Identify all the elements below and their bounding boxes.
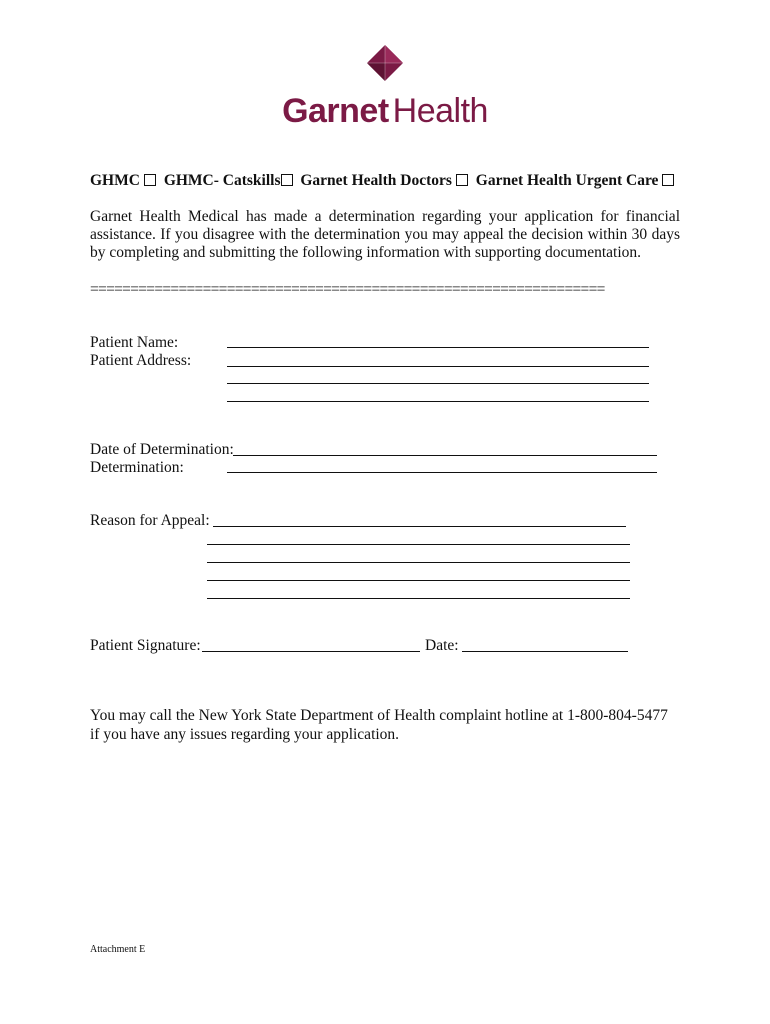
patient-address-line-1[interactable] — [227, 365, 649, 367]
hotline-paragraph: You may call the New York State Department of Health complaint hotline at 1-800-804-5477 if you have any issues regarding your application. — [90, 707, 668, 743]
brand-wordmark-bold: Garnet — [282, 92, 389, 130]
intro-paragraph: Garnet Health Medical has made a determination regarding your application for financial assistance. If you disagree with the determination you may appeal the decision within 30 days by completing and submitting the following information with supporting documentation. — [90, 208, 680, 261]
reason-for-appeal-line-4[interactable] — [207, 579, 630, 581]
facility-checkbox-garnet-health-urgent-care[interactable] — [662, 174, 674, 186]
reason-for-appeal-label: Reason for Appeal: — [90, 512, 210, 529]
patient-signature-field[interactable] — [202, 650, 420, 652]
reason-for-appeal-line-5[interactable] — [207, 597, 630, 599]
facility-label-garnet-health-urgent-care: Garnet Health Urgent Care — [475, 172, 659, 189]
facility-checkbox-ghmc[interactable] — [144, 174, 156, 186]
facility-selection-row — [90, 172, 690, 190]
patient-address-line-3[interactable] — [227, 400, 649, 402]
date-of-determination-label: Date of Determination: — [90, 441, 234, 458]
patient-address-line-2[interactable] — [227, 382, 649, 384]
brand-wordmark-light: Health — [392, 92, 488, 130]
reason-for-appeal-line-1[interactable] — [213, 525, 626, 527]
facility-checkbox-garnet-health-doctors[interactable] — [456, 174, 468, 186]
date-of-determination-field[interactable] — [233, 454, 657, 456]
separator-line: ================================================================ — [90, 281, 605, 298]
reason-for-appeal-line-2[interactable] — [207, 543, 630, 545]
facility-checkbox-ghmc-catskills[interactable] — [281, 174, 293, 186]
signature-date-field[interactable] — [462, 650, 628, 652]
patient-address-label: Patient Address: — [90, 352, 192, 369]
facility-label-garnet-health-doctors: Garnet Health Doctors — [300, 172, 452, 189]
determination-field[interactable] — [227, 471, 657, 473]
patient-name-label: Patient Name: — [90, 334, 179, 351]
facility-label-ghmc-catskills: GHMC- Catskills — [163, 172, 281, 189]
reason-for-appeal-line-3[interactable] — [207, 561, 630, 563]
facility-label-ghmc: GHMC — [90, 172, 140, 189]
date-label: Date: — [425, 637, 459, 654]
determination-label: Determination: — [90, 459, 184, 476]
patient-name-field[interactable] — [227, 346, 649, 348]
patient-signature-label: Patient Signature: — [90, 637, 201, 654]
attachment-label: Attachment E — [90, 944, 146, 955]
brand-wordmark — [0, 92, 770, 131]
garnet-diamond-logo-icon — [367, 45, 403, 81]
